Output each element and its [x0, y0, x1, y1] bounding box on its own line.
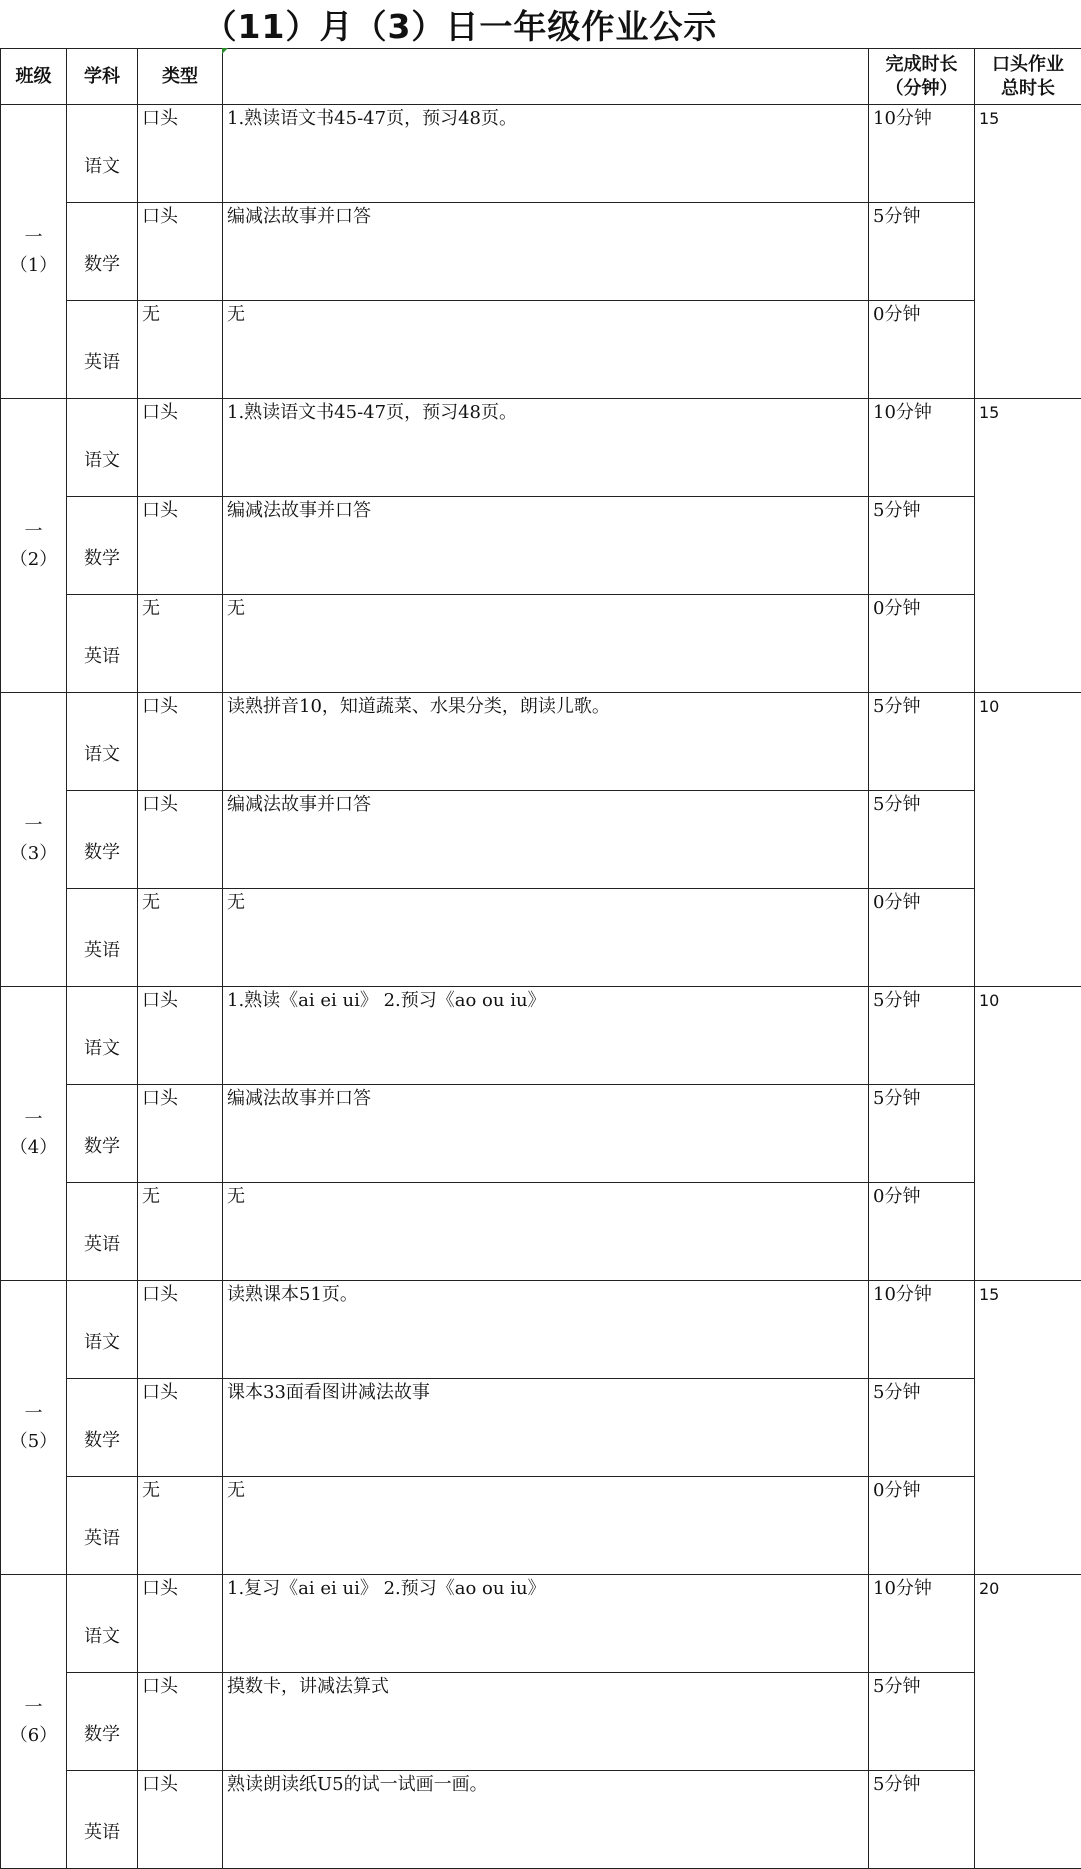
duration-cell: 10分钟 — [869, 105, 975, 203]
total-cell: 10 — [975, 693, 1081, 987]
content-cell: 1.熟读语文书45-47页，预习48页。 — [223, 105, 869, 203]
subject-cell: 英语 — [67, 301, 138, 399]
total-cell: 15 — [975, 105, 1081, 399]
subject-cell: 语文 — [67, 105, 138, 203]
type-cell: 口头 — [138, 1673, 223, 1771]
table-row — [1, 1673, 1081, 1771]
table-body — [1, 105, 1081, 1869]
table-row — [1, 1771, 1081, 1869]
subject-cell: 数学 — [67, 203, 138, 301]
cell-marker — [222, 48, 228, 54]
content-cell: 编减法故事并口答 — [223, 203, 869, 301]
class-cell: 一 （3） — [1, 693, 67, 987]
content-cell: 课本33面看图讲减法故事 — [223, 1379, 869, 1477]
duration-cell: 5分钟 — [869, 1771, 975, 1869]
type-cell: 口头 — [138, 1281, 223, 1379]
content-cell: 读熟课本51页。 — [223, 1281, 869, 1379]
content-cell: 无 — [223, 1477, 869, 1575]
type-cell: 无 — [138, 301, 223, 399]
page-title: （11）月（3）日一年级作业公示 — [0, 0, 1081, 48]
type-cell: 口头 — [138, 1379, 223, 1477]
type-cell: 无 — [138, 595, 223, 693]
homework-table — [0, 48, 1081, 1869]
type-cell: 口头 — [138, 105, 223, 203]
type-cell: 口头 — [138, 1575, 223, 1673]
table-row — [1, 399, 1081, 497]
table-row — [1, 1183, 1081, 1281]
duration-cell: 5分钟 — [869, 791, 975, 889]
duration-cell: 5分钟 — [869, 497, 975, 595]
table-row — [1, 1575, 1081, 1673]
table-row — [1, 1379, 1081, 1477]
subject-cell: 数学 — [67, 1379, 138, 1477]
header-subject: 学科 — [67, 49, 138, 105]
table-row — [1, 693, 1081, 791]
header-class: 班级 — [1, 49, 67, 105]
header-duration: 完成时长 （分钟） — [869, 49, 975, 105]
type-cell: 口头 — [138, 497, 223, 595]
duration-cell: 0分钟 — [869, 1477, 975, 1575]
type-cell: 无 — [138, 1183, 223, 1281]
duration-cell: 5分钟 — [869, 1673, 975, 1771]
duration-cell: 10分钟 — [869, 399, 975, 497]
table-row — [1, 1281, 1081, 1379]
subject-cell: 语文 — [67, 399, 138, 497]
duration-cell: 5分钟 — [869, 1085, 975, 1183]
type-cell: 口头 — [138, 693, 223, 791]
duration-cell: 10分钟 — [869, 1281, 975, 1379]
subject-cell: 语文 — [67, 1575, 138, 1673]
class-cell: 一 （6） — [1, 1575, 67, 1869]
header-type: 类型 — [138, 49, 223, 105]
content-cell: 熟读朗读纸U5的试一试画一画。 — [223, 1771, 869, 1869]
total-cell: 10 — [975, 987, 1081, 1281]
duration-cell: 0分钟 — [869, 595, 975, 693]
duration-cell: 0分钟 — [869, 889, 975, 987]
type-cell: 无 — [138, 889, 223, 987]
subject-cell: 语文 — [67, 693, 138, 791]
duration-cell: 5分钟 — [869, 693, 975, 791]
header-content — [223, 49, 869, 105]
content-cell: 无 — [223, 1183, 869, 1281]
content-cell: 读熟拼音10，知道蔬菜、水果分类，朗读儿歌。 — [223, 693, 869, 791]
content-cell: 编减法故事并口答 — [223, 791, 869, 889]
table-row — [1, 301, 1081, 399]
type-cell: 口头 — [138, 1771, 223, 1869]
content-cell: 无 — [223, 889, 869, 987]
subject-cell: 数学 — [67, 791, 138, 889]
subject-cell: 数学 — [67, 1673, 138, 1771]
total-cell: 15 — [975, 1281, 1081, 1575]
header-row — [1, 49, 1081, 105]
subject-cell: 英语 — [67, 595, 138, 693]
duration-cell: 5分钟 — [869, 203, 975, 301]
subject-cell: 语文 — [67, 987, 138, 1085]
header-total: 口头作业 总时长 — [975, 49, 1081, 105]
duration-cell: 0分钟 — [869, 301, 975, 399]
table-row — [1, 987, 1081, 1085]
table-row — [1, 105, 1081, 203]
total-cell: 20 — [975, 1575, 1081, 1869]
total-cell: 15 — [975, 399, 1081, 693]
subject-cell: 英语 — [67, 1477, 138, 1575]
content-cell: 编减法故事并口答 — [223, 1085, 869, 1183]
duration-cell: 5分钟 — [869, 987, 975, 1085]
content-cell: 无 — [223, 595, 869, 693]
subject-cell: 英语 — [67, 1771, 138, 1869]
class-cell: 一 （2） — [1, 399, 67, 693]
subject-cell: 数学 — [67, 1085, 138, 1183]
duration-cell: 10分钟 — [869, 1575, 975, 1673]
content-cell: 无 — [223, 301, 869, 399]
class-cell: 一 （5） — [1, 1281, 67, 1575]
content-cell: 1.复习《ai ei ui》 2.预习《ao ou iu》 — [223, 1575, 869, 1673]
type-cell: 口头 — [138, 1085, 223, 1183]
class-cell: 一 （4） — [1, 987, 67, 1281]
table-row — [1, 595, 1081, 693]
table-row — [1, 203, 1081, 301]
subject-cell: 语文 — [67, 1281, 138, 1379]
type-cell: 口头 — [138, 203, 223, 301]
class-cell: 一 （1） — [1, 105, 67, 399]
table-row — [1, 791, 1081, 889]
subject-cell: 英语 — [67, 889, 138, 987]
duration-cell: 0分钟 — [869, 1183, 975, 1281]
type-cell: 口头 — [138, 399, 223, 497]
subject-cell: 英语 — [67, 1183, 138, 1281]
duration-cell: 5分钟 — [869, 1379, 975, 1477]
table-row — [1, 497, 1081, 595]
type-cell: 口头 — [138, 987, 223, 1085]
content-cell: 1.熟读语文书45-47页，预习48页。 — [223, 399, 869, 497]
type-cell: 无 — [138, 1477, 223, 1575]
table-row — [1, 1085, 1081, 1183]
content-cell: 编减法故事并口答 — [223, 497, 869, 595]
content-cell: 1.熟读《ai ei ui》 2.预习《ao ou iu》 — [223, 987, 869, 1085]
table-row — [1, 889, 1081, 987]
type-cell: 口头 — [138, 791, 223, 889]
subject-cell: 数学 — [67, 497, 138, 595]
content-cell: 摸数卡，讲减法算式 — [223, 1673, 869, 1771]
table-row — [1, 1477, 1081, 1575]
